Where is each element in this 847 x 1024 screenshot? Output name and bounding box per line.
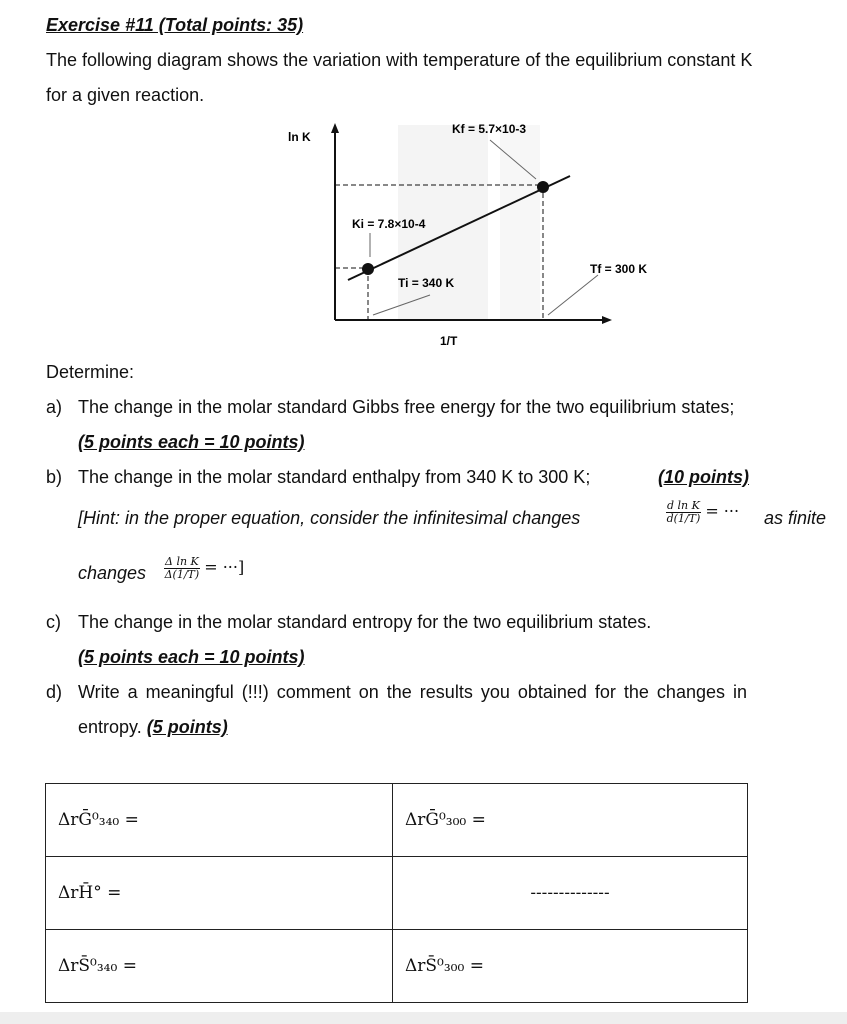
hint-derivative-fraction — [666, 500, 701, 525]
hint-as-finite: as finite — [764, 508, 827, 528]
answer-cell-s340[interactable] — [46, 930, 393, 1003]
intro-line-2: for a given reaction. — [46, 85, 205, 105]
hint-finite-rest: = ···] — [204, 557, 245, 577]
question-b-points: (10 points) — [658, 467, 750, 487]
hint-derivative-rest: = ··· — [705, 501, 740, 521]
ti-label: Ti = 340 K — [398, 276, 455, 290]
exercise-title: Exercise #11 (Total points: 35) — [46, 15, 304, 35]
answer-table — [45, 783, 748, 1003]
y-axis-arrow-icon — [331, 123, 339, 133]
hint-derivative-denominator: d(1/T) — [666, 512, 701, 525]
intro-line-1: The following diagram shows the variation with temperature of the equilibrium constant K — [46, 50, 753, 70]
determine-heading: Determine: — [46, 362, 135, 382]
answer-cell-g300[interactable] — [393, 784, 748, 857]
lnk-vs-inverse-t-diagram — [280, 115, 648, 350]
table-row — [46, 930, 748, 1003]
table-row — [46, 784, 748, 857]
hint-finite-fraction — [164, 556, 200, 581]
question-b-text: The change in the molar standard enthalpy from 340 K to 300 K; — [78, 467, 591, 487]
h-blank: -------------- — [530, 883, 610, 902]
hint-finite-numerator: Δ ln K — [165, 555, 199, 568]
question-d-text: Write a meaningful (!!!) comment on the results you obtained for the changes in — [78, 682, 747, 702]
answer-cell-h[interactable] — [46, 857, 393, 930]
diagram-background-band — [500, 125, 540, 320]
hint-finite-denominator: Δ(1/T) — [164, 568, 200, 581]
hint-finite-difference — [164, 556, 244, 581]
h-label: ΔrH̄° = — [58, 883, 122, 903]
tf-pointer-arrow — [548, 275, 598, 315]
table-row — [46, 857, 748, 930]
hint-start: [Hint: in the proper equation, consider the infinitesimal changes — [78, 508, 581, 528]
g300-label: ΔrḠ⁰₃₀₀ = — [405, 810, 486, 830]
question-c-text: The change in the molar standard entropy for the two equilibrium states. — [78, 612, 652, 632]
hint-derivative-numerator: d ln K — [667, 499, 700, 512]
question-d-points: (5 points) — [146, 717, 228, 737]
x-axis-label: 1/T — [440, 334, 458, 348]
hint-derivative — [666, 500, 739, 525]
s340-label: ΔrS̄⁰₃₄₀ = — [58, 956, 137, 976]
answer-cell-h-blank — [393, 857, 748, 930]
question-a-prefix: a) — [46, 397, 63, 417]
answer-cell-s300[interactable] — [393, 930, 748, 1003]
hint-changes: changes — [78, 563, 147, 583]
question-d-text-2 — [78, 716, 228, 738]
final-state-point — [537, 181, 549, 193]
question-c-points: (5 points each = 10 points) — [78, 647, 305, 667]
s300-label: ΔrS̄⁰₃₀₀ = — [405, 956, 484, 976]
answer-cell-g340[interactable] — [46, 784, 393, 857]
kf-label: Kf = 5.7×10-3 — [452, 122, 527, 136]
tf-label: Tf = 300 K — [590, 262, 648, 276]
question-d-text-2-word: entropy. — [78, 717, 142, 737]
question-a-text: The change in the molar standard Gibbs free energy for the two equilibrium states; — [78, 397, 735, 417]
initial-state-point — [362, 263, 374, 275]
bottom-scroll-strip — [0, 1012, 847, 1024]
question-d-prefix: d) — [46, 682, 63, 702]
question-c-prefix: c) — [46, 612, 61, 632]
y-axis-label: ln K — [288, 130, 311, 144]
ki-label: Ki = 7.8×10-4 — [352, 217, 426, 231]
x-axis-arrow-icon — [602, 316, 612, 324]
question-a-points: (5 points each = 10 points) — [78, 432, 305, 452]
question-b-prefix: b) — [46, 467, 63, 487]
g340-label: ΔrḠ⁰₃₄₀ = — [58, 810, 139, 830]
